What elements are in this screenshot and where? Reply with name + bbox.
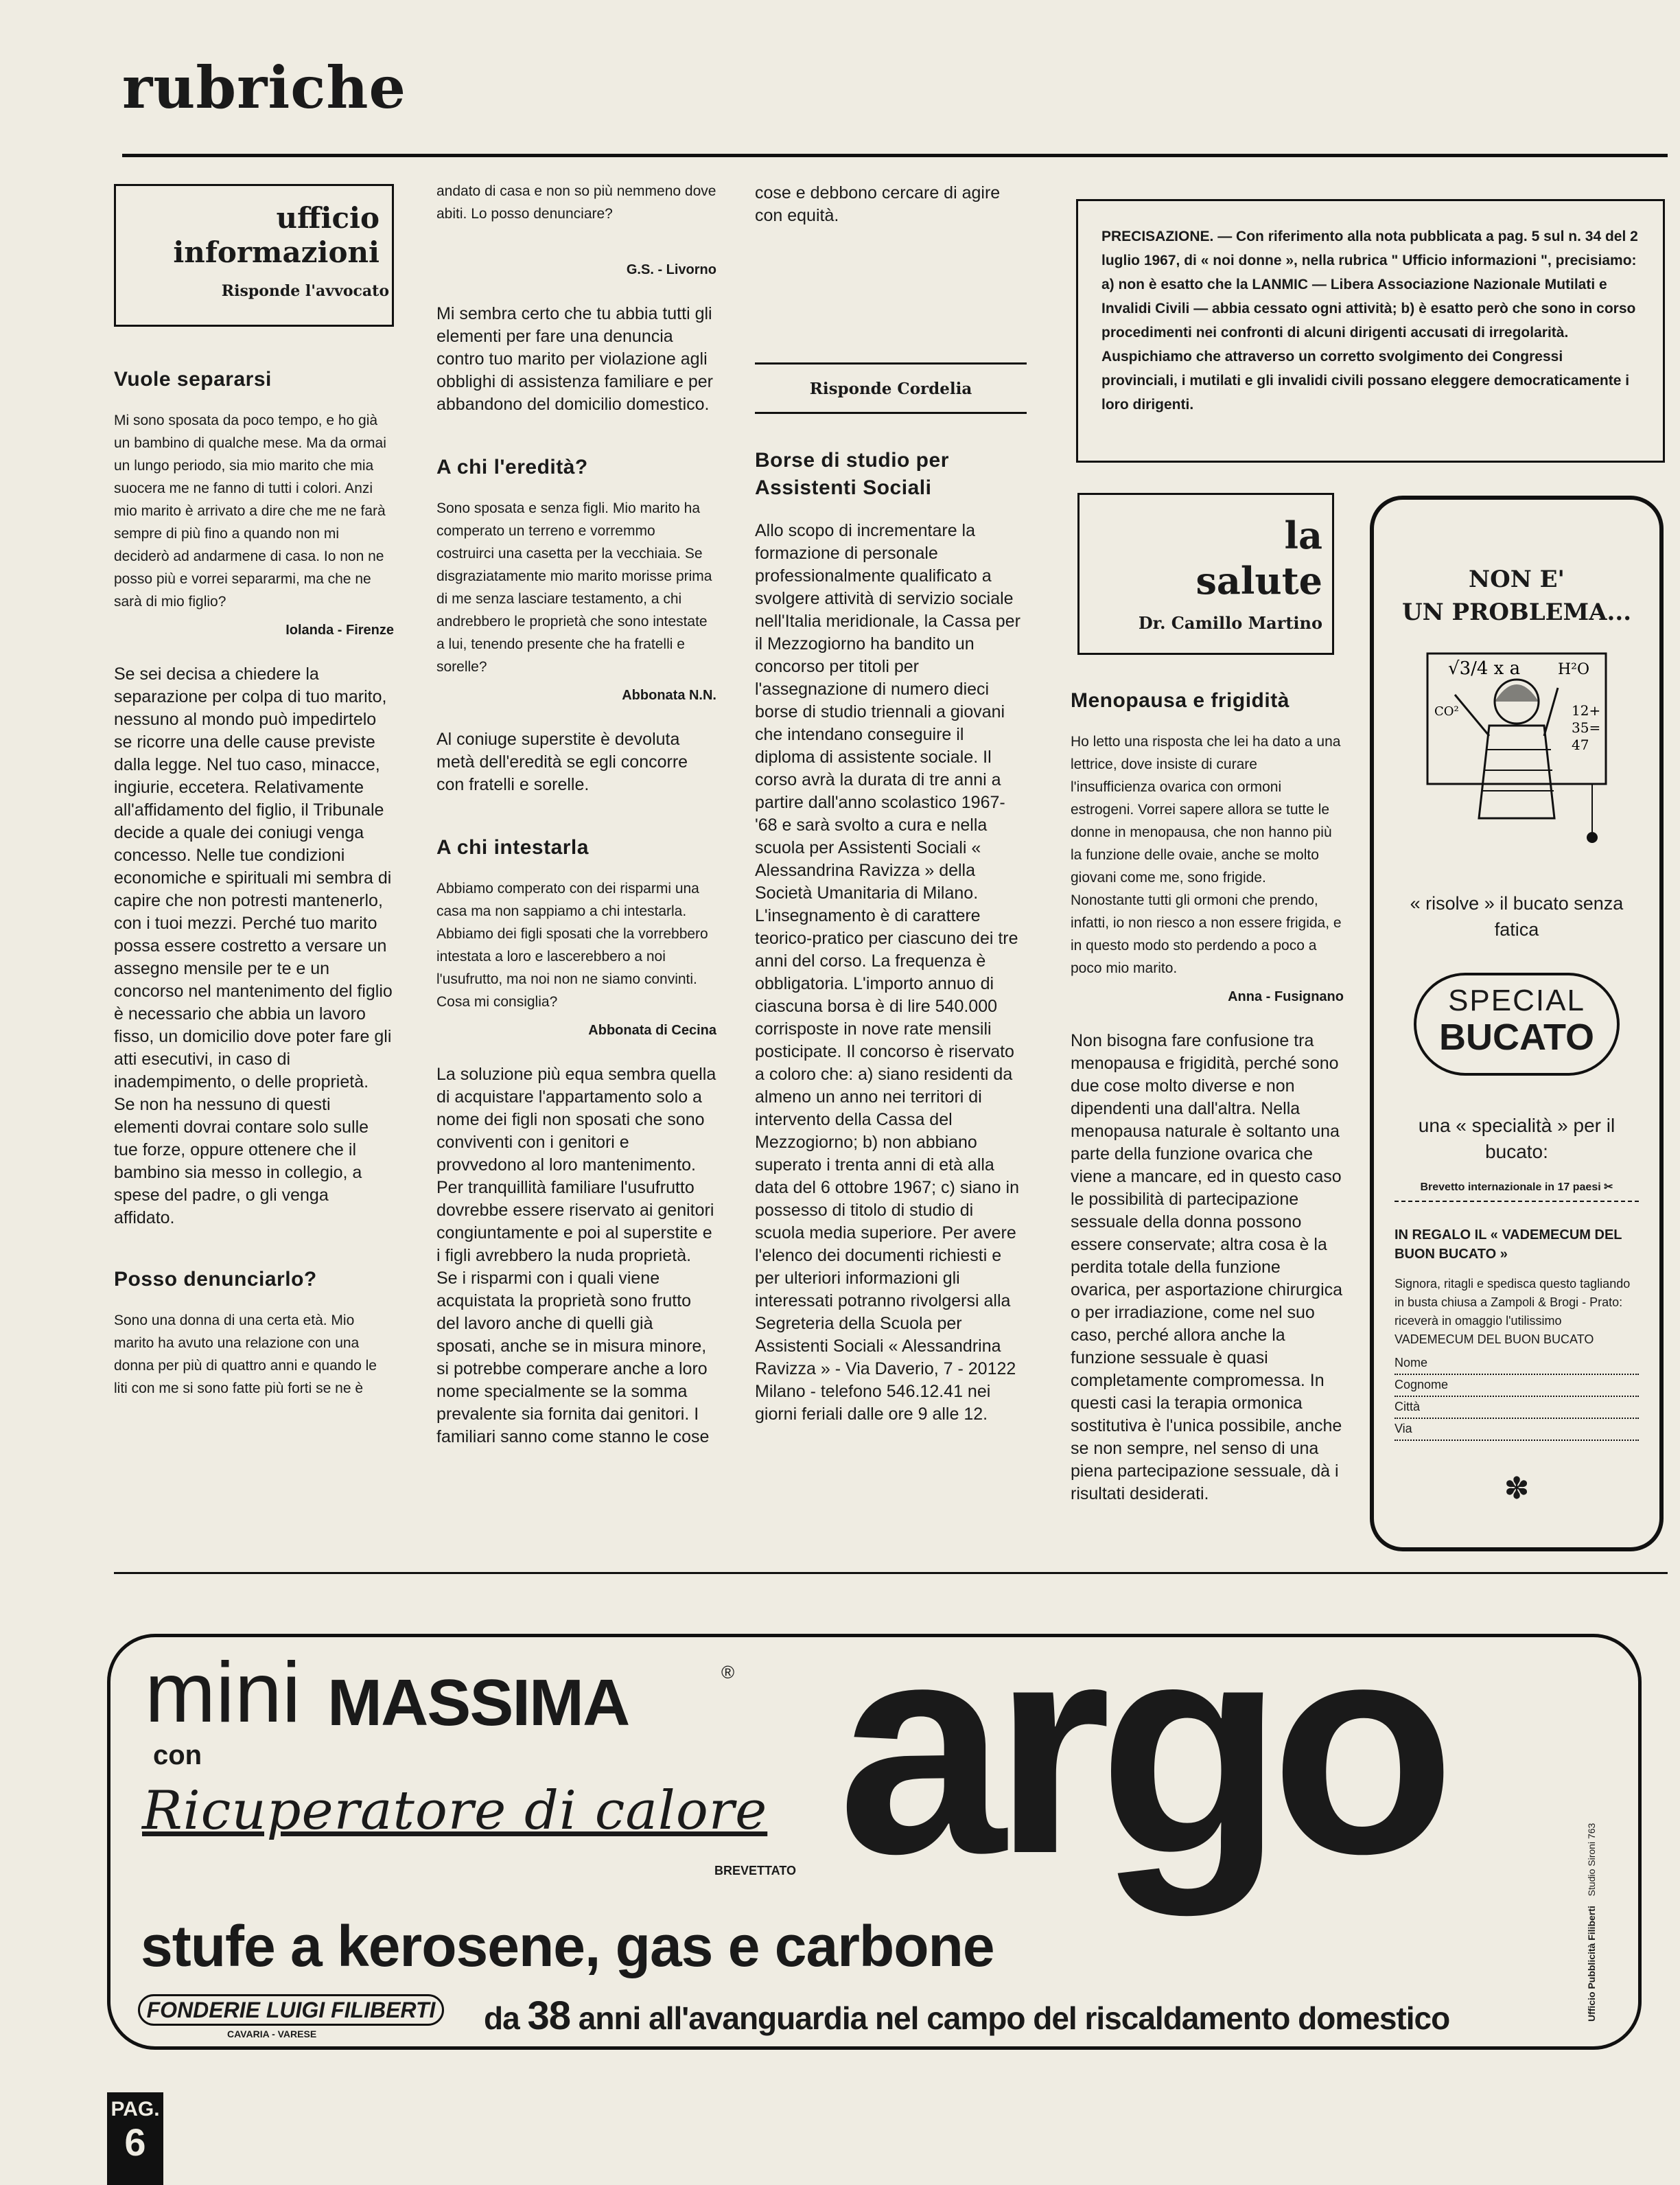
agency-studio: Studio Sironi 763 bbox=[1586, 1823, 1597, 1897]
page-label: PAG. bbox=[110, 2098, 160, 2120]
ad-separator-rule bbox=[114, 1572, 1668, 1574]
argo-brand: argo bbox=[838, 1634, 1443, 1917]
argo-brevettato: BREVETTATO bbox=[714, 1864, 797, 1877]
ufficio-title-box bbox=[114, 184, 394, 327]
cordelia-title: Risponde Cordelia bbox=[809, 380, 972, 398]
letter-3-answer: Al coniuge superstite è devoluta metà dell'eredità se egli concorre con fratelli e sorelle. bbox=[436, 730, 688, 794]
argo-mini: mini bbox=[145, 1645, 301, 1740]
letter-2-question-cont bbox=[436, 184, 716, 243]
salute-title-line2: salute bbox=[1195, 559, 1322, 603]
letter-2-signature: G.S. - Livorno bbox=[626, 262, 716, 277]
argo-slogan bbox=[484, 1993, 1449, 2039]
letter-1-heading: Vuole separarsi bbox=[114, 368, 272, 391]
special-bucato-logo bbox=[1414, 973, 1620, 1076]
salute-heading: Menopausa e frigidità bbox=[1071, 689, 1290, 712]
bucato-speciality: una « specialità » per il bucato: bbox=[1418, 1115, 1615, 1162]
brand-special: SPECIAL bbox=[1448, 984, 1585, 1017]
letter-2-answer: Mi sembra certo che tu abbia tutti gli elementi per fare una denuncia contro tuo marito per violazione agli obblighi di assistenza familiare e per abbandono del domicilio domestico. bbox=[436, 304, 713, 414]
letter-2-question-tail: andato di casa e non so più nemmeno dove abiti. Lo posso denunciare? bbox=[436, 184, 716, 222]
cordelia-rule-bottom bbox=[755, 412, 1027, 414]
argo-con: con bbox=[153, 1740, 202, 1770]
bucato-patent-text: Brevetto internazionale in 17 paesi bbox=[1420, 1181, 1601, 1193]
letter-3-signature: Abbonata N.N. bbox=[622, 688, 716, 703]
maker-logo bbox=[138, 1994, 444, 2026]
svg-text:12+: 12+ bbox=[1572, 702, 1601, 719]
flower-icon: ✽ bbox=[1504, 1472, 1530, 1505]
bucato-ad bbox=[1370, 496, 1664, 1551]
column-3 bbox=[755, 184, 1027, 1435]
letter-4-answer-tail: cose e debbono cercare di agire con equità. bbox=[755, 184, 1001, 225]
svg-text:47: 47 bbox=[1572, 737, 1589, 753]
page-number: 6 bbox=[124, 2120, 146, 2164]
bucato-patent bbox=[1395, 1180, 1639, 1202]
coupon-title: IN REGALO IL « VADEMECUM DEL BUON BUCATO » bbox=[1395, 1227, 1622, 1262]
precisazione-box bbox=[1076, 199, 1665, 463]
bucato-headline-1: NON E' bbox=[1469, 566, 1565, 593]
column-4 bbox=[1071, 493, 1344, 1515]
section-title: rubriche bbox=[122, 54, 406, 122]
ufficio-title-line2: informazioni bbox=[173, 235, 380, 269]
argo-massima: MASSIMA bbox=[327, 1666, 629, 1739]
student-blackboard-illustration bbox=[1414, 647, 1620, 853]
column-2 bbox=[436, 184, 716, 1460]
letter-1-question: Mi sono sposata da poco tempo, e ho già un bambino di qualche mese. Ma da ormai un lungo periodo, sia mio marito che mia suocera me ne fanno di tutti i colori. Anzi mio marito è arrivato a dire che me ne farà sempre di più fino a quando non mi deciderò ad andarmene di casa. Io non ne posso più e vorrei separarmi, ma che ne sarà di mio figlio? bbox=[114, 413, 386, 610]
cordelia-heading: Borse di studio per Assistenti Sociali bbox=[755, 449, 949, 499]
cordelia-rule-top bbox=[755, 362, 1027, 365]
letter-4-signature: Abbonata di Cecina bbox=[588, 1023, 716, 1038]
salute-title-line1: la bbox=[1284, 513, 1322, 557]
coupon-field-street[interactable]: Via bbox=[1395, 1422, 1639, 1441]
argo-script: Ricuperatore di calore bbox=[142, 1780, 768, 1842]
slogan-pre: da bbox=[484, 2000, 520, 2036]
precisazione-body: — Con riferimento alla nota pubblicata a pag. 5 sul n. 34 del 2 luglio 1967, di « noi donne », nella rubrica " Ufficio informazioni ", precisiamo: a) non è esatto che la LANMIC — Libera Associazione Nazionale Mutilati e Invalidi Civili — abbia cessato ogni attività; b) è esatto però che sono in corso procedimenti nei confronti di alcuni dirigenti accusati di irregolarità. Auspichiamo che attraverso un corretto svolgimento dei Congressi provinciali, i mutilati e gli invalidi civili possano eleggere democraticamente i loro dirigenti. bbox=[1101, 229, 1638, 413]
letter-4-question: Abbiamo comperato con dei risparmi una casa ma non sappiamo a chi intestarla. Abbiamo dei figli sposati che la vorrebbero intestata a loro e lascerebbero a noi l'usufrutto, ma noi non ne siamo convinti. Cosa mi consiglia? bbox=[436, 881, 708, 1010]
svg-text:√3/4 x a: √3/4 x a bbox=[1448, 658, 1521, 679]
scissors-icon: ✂ bbox=[1604, 1181, 1613, 1193]
coupon-field-name[interactable]: Nome bbox=[1395, 1356, 1639, 1375]
ufficio-subtitle: Risponde l'avvocato bbox=[221, 282, 389, 300]
letter-4-heading: A chi intestarla bbox=[436, 836, 589, 859]
header-rule bbox=[122, 154, 1668, 157]
salute-author: Dr. Camillo Martino bbox=[1138, 613, 1322, 633]
maker-place: CAVARIA - VARESE bbox=[227, 2028, 317, 2039]
precisazione-lead: PRECISAZIONE. bbox=[1101, 229, 1214, 244]
letter-4-answer-cont bbox=[755, 184, 1027, 320]
ufficio-title-line1: ufficio bbox=[276, 201, 380, 235]
slogan-post: anni all'avanguardia nel campo del riscaldamento domestico bbox=[578, 2000, 1450, 2036]
slogan-number: 38 bbox=[527, 1993, 570, 2038]
argo-headline: stufe a kerosene, gas e carbone bbox=[141, 1914, 994, 1978]
svg-text:H²O: H²O bbox=[1558, 661, 1590, 678]
agency-name: Ufficio Pubblicità Filiberti bbox=[1586, 1906, 1597, 2022]
salute-question: Ho letto una risposta che lei ha dato a una lettrice, dove insiste di curare l'insufficienza ovarica con ormoni estrogeni. Vorrei sapere allora se tutte le donne in menopausa, che non hanno più la funzione delle ovaie, anche se molto giovani come me, sono frigide. Nonostante tutti gli ormoni che prendo, infatti, io non riesco a non essere frigida, e in questo modo sto perdendo a poco a poco mio marito. bbox=[1071, 734, 1342, 976]
page-number-tab bbox=[107, 2092, 163, 2185]
coupon-field-surname[interactable]: Cognome bbox=[1395, 1378, 1639, 1397]
column-1 bbox=[114, 184, 394, 1413]
registered-mark: ® bbox=[721, 1662, 735, 1683]
coupon-text: Signora, ritagli e spedisca questo tagliando in busta chiusa a Zampoli & Brogi - Prato: riceverà in omaggio l'utilissimo VADEMECUM DEL BUON BUCATO bbox=[1395, 1277, 1631, 1346]
maker-name: FONDERIE LUIGI FILIBERTI bbox=[146, 1998, 436, 2022]
argo-ad bbox=[107, 1634, 1642, 2050]
coupon-field-city[interactable]: Città bbox=[1395, 1400, 1639, 1419]
letter-4-answer: La soluzione più equa sembra quella di acquistare l'appartamento solo a nome dei figli non sposati che sono conviventi con i genitori e provvedono al loro mantenimento. Per tranquillità familiare l'usufrutto dovrebbe essere riservato ai genitori congiuntamente e poi al superstite e i figli avrebbero la nuda proprietà. Se i risparmi con i quali viene acquistata la proprietà sono frutto del lavoro anche di quelli già sposati, anche se in misura minore, si potrebbe comperare anche a loro nome specialmente se la somma prevalente sia fornita dai genitori. I familiari sanno come stanno le cose bbox=[436, 1065, 716, 1446]
bucato-coupon bbox=[1395, 1225, 1639, 1441]
svg-text:35=: 35= bbox=[1572, 719, 1601, 736]
letter-1-answer: Se sei decisa a chiedere la separazione per colpa di tuo marito, nessuno al mondo può impedirtelo se ricorre una delle cause previste dalla legge. Nel tuo caso, minacce, ingiurie, eccetera. Relativamente all'affidamento del figlio, il Tribunale decide a quale dei coniugi venga concesso. Nelle tue condizioni economiche e spirituali mi sembra di capire che non potresti mantenerlo, con i tuoi mezzi. Perché tuo marito possa essere costretto a versare un assegno mensile per te e un concorso nel mantenimento del figlio è necessario che abbia un lavoro fisso, un domicilio dove poter fare gli atti esecutivi, in caso di inadempimento, o delle proprietà. Se non ha nessuno di questi elementi dovrai contare solo sulle tue forze, oppure ottenere che il bambino sia messo in collegio, a spese del padre, o gli venga affidato. bbox=[114, 664, 393, 1227]
bucato-tagline: « risolve » il bucato senza fatica bbox=[1410, 893, 1624, 940]
letter-2-heading: Posso denunciarlo? bbox=[114, 1268, 317, 1291]
brand-bucato: BUCATO bbox=[1439, 1017, 1594, 1058]
cordelia-text: Allo scopo di incrementare la formazione di personale professionalmente qualificato a svolgere attività di servizio sociale nell'Italia meridionale, la Cassa per il Mezzogiorno ha bandito un concorso per titoli per l'assegnazione di numero dieci borse di studio triennali a giovani che intendano conseguire il diploma di assistente sociale. Il corso avrà la durata di tre anni a partire dall'anno scolastico 1967-'68 e sarà svolto a cura e nella scuola per Assistenti Sociali « Alessandrina Ravizza » della Società Umanitaria di Milano. L'insegnamento è di carattere teorico-pratico per ciascuno dei tre anni del corso. La frequenza è obbligatoria. L'importo annuo di ciascuna borsa è di lire 540.000 corrisposte in nove rate mensili posticipate. Il concorso è riservato a coloro che: a) siano residenti da almeno un anno nei territori di intervento della Cassa del Mezzogiorno; b) non abbiano superato i trenta anni di età alla data del 6 ottobre 1967; c) siano in possesso di titolo di studio di scuola media superiore. Per avere l'elenco dei documenti richiesti e per ulteriori informazioni gli interessati potranno rivolgersi alla Segreteria della Scuola per Assistenti Sociali « Alessandrina Ravizza » - Via Daverio, 7 - 20122 Milano - telefono 546.12.41 nei giorni feriali dalle ore 9 alle 12. bbox=[755, 521, 1020, 1424]
letter-3-heading: A chi l'eredità? bbox=[436, 456, 588, 478]
letter-3-question: Sono sposata e senza figli. Mio marito ha comperato un terreno e vorremmo costruirci una casetta per la vecchiaia. Se disgraziatamente mio marito morisse prima di me senza lasciare testamento, a chi andrebbero le proprietà che sono intestate a lui, tenendo presente che ha fratelli e sorelle? bbox=[436, 500, 712, 675]
salute-title-box bbox=[1077, 493, 1334, 655]
letter-2-question: Sono una donna di una certa età. Mio marito ha avuto una relazione con una donna per più di quattro anni e quando le liti con me si sono fatte più forti se ne è bbox=[114, 1313, 377, 1396]
precisazione-text bbox=[1101, 224, 1642, 417]
svg-text:CO²: CO² bbox=[1434, 704, 1459, 719]
bucato-headline-2: UN PROBLEMA... bbox=[1401, 599, 1632, 626]
salute-signature: Anna - Fusignano bbox=[1228, 989, 1344, 1004]
salute-answer: Non bisogna fare confusione tra menopausa e frigidità, perché sono due cose molto diverse e non dipendenti una dall'altra. Nella menopausa naturale è soltanto una parte della funzione ovarica che viene a mancare, ed in questo caso le possibilità di partecipazione sessuale della donna possono essere conservate; altra cosa è la perdita totale della funzione ovarica, per asportazione chirurgica o per irradiazione, come nel suo caso, perché allora anche la funzione sessuale è quasi completamente compromessa. In questi casi la terapia ormonica sostitutiva è l'unica possibile, anche se non sempre, nel senso di una piena partecipazione sessuale, dà i risultati desiderati. bbox=[1071, 1031, 1343, 1503]
letter-1-signature: Iolanda - Firenze bbox=[285, 623, 394, 638]
agency-credit bbox=[1586, 1823, 1597, 2022]
